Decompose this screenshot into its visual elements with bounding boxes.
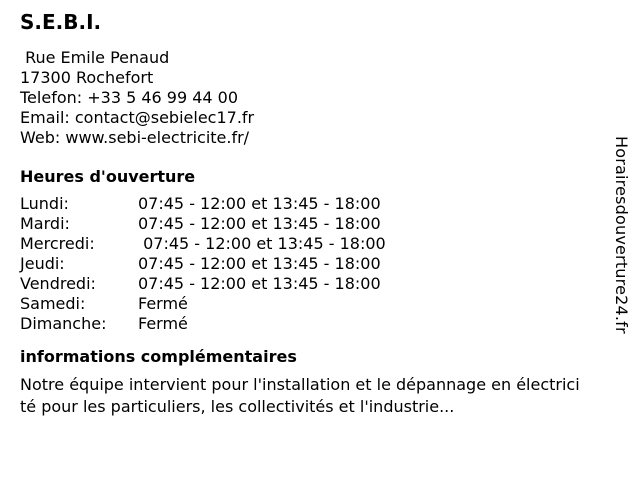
business-info <box>20 8 590 418</box>
watermark <box>610 136 632 346</box>
hours-row-friday <box>20 274 590 294</box>
hours-row-saturday <box>20 294 590 314</box>
day-label: Vendredi: <box>20 274 96 293</box>
address-city: 17300 Rochefort <box>20 68 154 87</box>
day-label: Lundi: <box>20 194 69 213</box>
time-value: 07:45 - 12:00 et 13:45 - 18:00 <box>138 234 386 253</box>
hours-row-sunday <box>20 314 590 334</box>
company-name: S.E.B.I. <box>20 10 102 34</box>
time-value: Fermé <box>138 294 188 313</box>
time-value: 07:45 - 12:00 et 13:45 - 18:00 <box>138 214 381 233</box>
watermark-text: Horairesdouverture24.fr <box>612 136 631 334</box>
phone: Telefon: +33 5 46 99 44 00 <box>20 88 239 107</box>
day-label: Mercredi: <box>20 234 95 253</box>
time-value: Fermé <box>138 314 188 333</box>
hours-row-tuesday <box>20 214 590 234</box>
opening-hours-list <box>20 194 590 334</box>
address-street: Rue Emile Penaud <box>20 48 170 67</box>
day-label: Samedi: <box>20 294 86 313</box>
time-value: 07:45 - 12:00 et 13:45 - 18:00 <box>138 254 381 273</box>
website: Web: www.sebi-electricite.fr/ <box>20 128 250 147</box>
day-label: Mardi: <box>20 214 70 233</box>
opening-hours-heading: Heures d'ouverture <box>20 167 196 186</box>
hours-row-monday <box>20 194 590 214</box>
hours-row-wednesday <box>20 234 590 254</box>
time-value: 07:45 - 12:00 et 13:45 - 18:00 <box>138 274 381 293</box>
day-label: Jeudi: <box>20 254 65 273</box>
day-label: Dimanche: <box>20 314 107 333</box>
hours-row-thursday <box>20 254 590 274</box>
email: Email: contact@sebielec17.fr <box>20 108 255 127</box>
additional-info-text: Notre équipe intervient pour l'installation et le dépannage en électricité pour les particuliers, les collectivités et l'industrie... <box>20 375 580 416</box>
additional-info-heading: informations complémentaires <box>20 347 297 366</box>
time-value: 07:45 - 12:00 et 13:45 - 18:00 <box>138 194 381 213</box>
